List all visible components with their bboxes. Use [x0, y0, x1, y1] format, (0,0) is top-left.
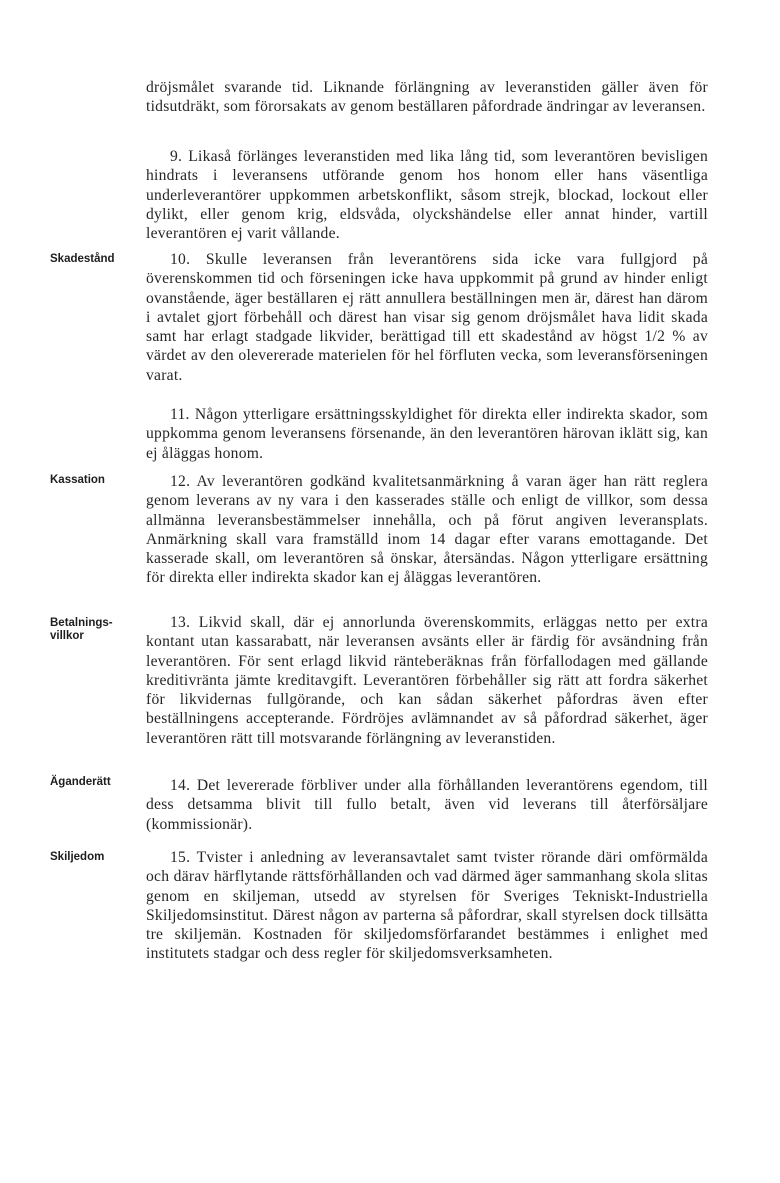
paragraph-continuation: dröjsmålet svarande tid. Liknande förlängning av leveranstiden gäller även för tidsutdräkt, som förorsakats av genom beställaren påfordrade ändringar av leveransen. [146, 79, 708, 116]
paragraph-9: 9. Likaså förlänges leveranstiden med lika lång tid, som leverantören bevisligen hindrats i leveransens utförande genom hos honom eller hans väsentliga underleverantörer uppkommen arbetskonflikt, såsom strejk, blockad, lockout eller dylikt, eller genom krig, eldsvåda, olyckshändelse eller annat hinder, vartill leverantören ej varit vållande. [146, 148, 708, 243]
margin-label-skadestand: Skadestånd [50, 253, 115, 265]
margin-label-kassation: Kassation [50, 474, 105, 486]
paragraph-15: 15. Tvister i anledning av leveransavtalet samt tvister rörande däri omförmälda och därav härflytande rättsförhållanden och vad därmed äger sammanhang skola slitas genom en skiljeman, utsedd av styrelsen för Sveriges Tekniskt-Industriella Skiljedomsinstitut. Därest någon av parterna så påfordrar, skall styrelsen dock tillsätta tre skiljemän. Kostnaden för skiljedomsförfarandet bestämmes i enlighet med institutets stadgar och dess regler för skiljedomsverksamheten. [146, 849, 708, 963]
margin-label-skiljedom: Skiljedom [50, 851, 105, 863]
margin-label-betalningsvillkor: Betalnings- villkor [50, 617, 113, 642]
paragraph-13: 13. Likvid skall, där ej annorlunda överenskommits, erläggas netto per extra kontant utan kassarabatt, när leveransen avsänts eller är färdig för avsändning från leverantören. För sent erlagd likvid ränteberäknas från förfallodagen med gällande kreditivränta jämte kreditavgift. Leverantören förbehåller sig rätt att fordra säkerhet för likvidernas fullgörande, och kan sådan säkerhet påfordras även efter beställningens accepterande. Fördröjes avlämnandet av så påfordrad säkerhet, äger leverantören rätt till motsvarande förlängning av leveranstiden. [146, 614, 708, 747]
margin-label-aganderatt: Äganderätt [50, 776, 111, 788]
paragraph-12: 12. Av leverantören godkänd kvalitetsanmärkning å varan äger han rätt reglera genom leverans av ny vara i den kasserades ställe och enligt de villkor, som dessa allmänna leveransbestämmelser innehålla, och på förut angiven leveransplats. Anmärkning skall vara framställd inom 14 dagar efter varans emottagande. Det kasserade skall, om leverantören så önskar, återsändas. Någon ytterligare ersättning för direkta eller indirekta skador kan ej åläggas leverantören. [146, 473, 708, 587]
paragraph-11: 11. Någon ytterligare ersättningsskyldighet för direkta eller indirekta skador, som uppkomma genom leveransens försenande, än den leverantören härovan iklätt sig, kan ej åläggas honom. [146, 406, 708, 462]
paragraph-14: 14. Det levererade förbliver under alla förhållanden leverantörens egendom, till dess detsamma blivit till fullo betalt, även vid leverans till återförsäljare (kommissionär). [146, 777, 708, 833]
paragraph-10: 10. Skulle leveransen från leverantörens sida icke vara fullgjord på överenskommen tid och förseningen icke hava uppkommit på grund av hinder enligt ovanstående, äger beställaren ej rätt annullera beställningen men är, därest han därom i avtalet gjort förbehåll och därest han visar sig genom dröjsmålet hava lidit skada samt har erlagt stadgade likvider, berättigad till ett skadestånd av högst 1/2 % av värdet av den olevererade materielen för hel förfluten vecka, som leveransförseningen varat. [146, 251, 708, 384]
